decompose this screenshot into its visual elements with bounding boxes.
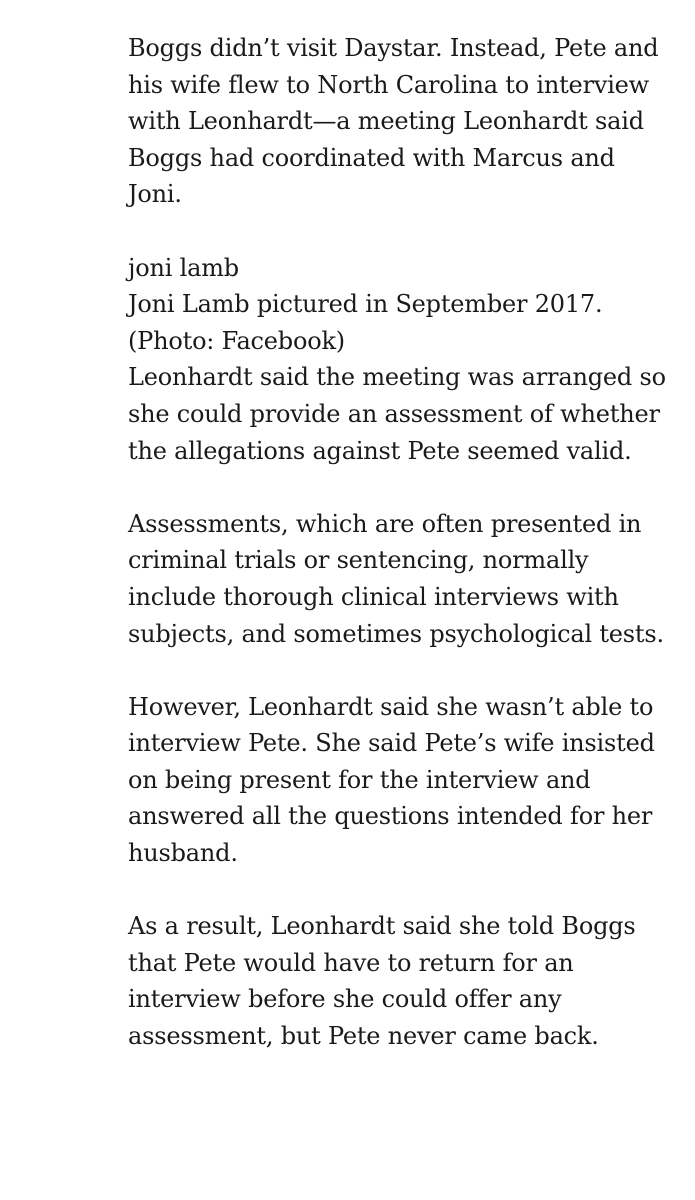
image-caption: Joni Lamb pictured in September 2017. (Photo: Facebook) <box>128 290 603 355</box>
article-paragraph: As a result, Leonhardt said she told Boggs that Pete would have to return for an interview before she could offer any assessment, but Pete never came back. <box>128 912 636 1051</box>
article-paragraph: Boggs didn’t visit Daystar. Instead, Pete and his wife flew to North Carolina to interview with Leonhardt—a meeting Leonhardt said Boggs had coordinated with Marcus and Joni. <box>128 34 659 209</box>
article-body <box>128 30 668 1055</box>
photo-caption-block <box>128 250 668 360</box>
image-alt-text: joni lamb <box>128 253 239 282</box>
article-paragraph: Assessments, which are often presented in criminal trials or sentencing, normally include thorough clinical interviews with subjects, and sometimes psychological tests. <box>128 509 664 648</box>
article-paragraph: Leonhardt said the meeting was arranged so she could provide an assessment of whether the allegations against Pete seemed valid. <box>128 363 666 465</box>
article-paragraph: However, Leonhardt said she wasn’t able to interview Pete. She said Pete’s wife insisted on being present for the interview and answered all the questions intended for her husband. <box>128 692 655 868</box>
